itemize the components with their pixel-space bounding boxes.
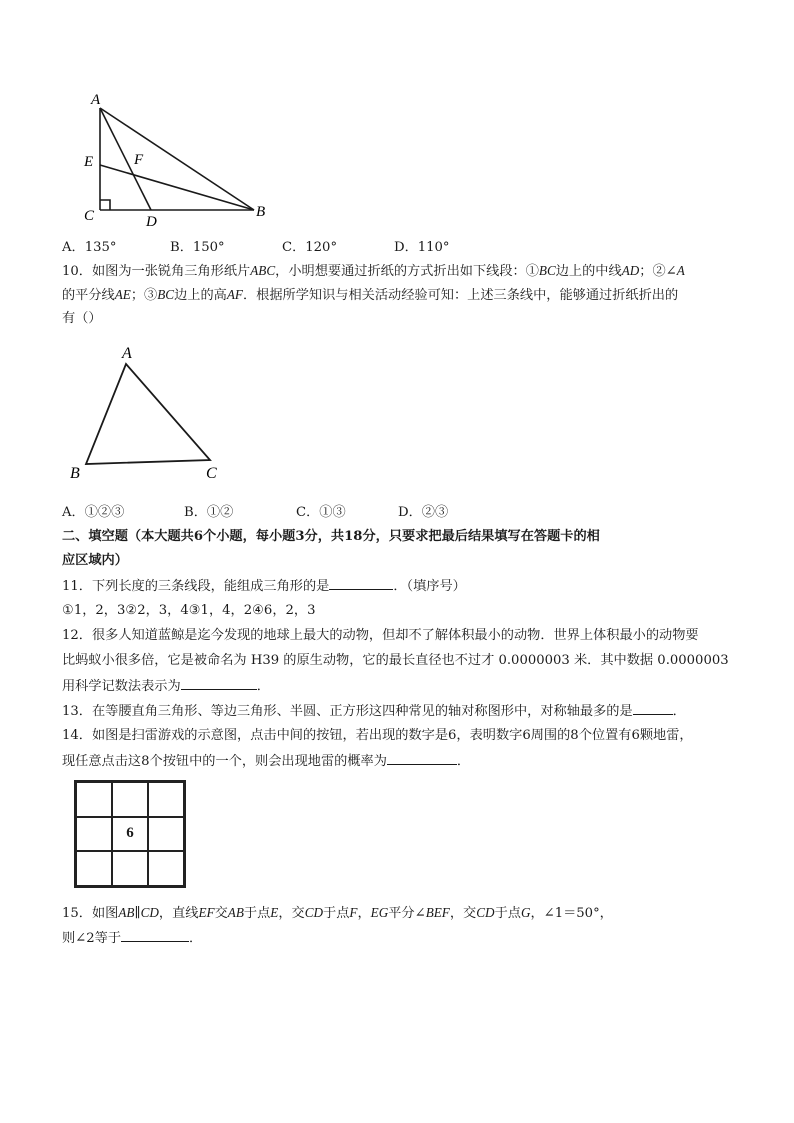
grid-cell [112, 851, 148, 886]
label-E: E [84, 154, 94, 170]
section-2-heading-line-1: 二、填空题（本大题共6个小题，每小题3分，共18分，只要求把最后结果填写在答题卡的相 [62, 529, 600, 544]
q10-line-1: 10．如图为一张锐角三角形纸片ABC，小明想要通过折纸的方式折出如下线段：①BC边上的中线AD；②∠A [62, 263, 685, 279]
q12-line-2: 比蚂蚁小很多倍，它是被命名为 H39 的原生动物，它的最长直径也不过才 0.0000003 米．其中数据 0.0000003 [62, 653, 729, 668]
q12-answer-blank [181, 677, 257, 690]
q9-option-d: D．110° [394, 240, 450, 255]
q13-line-1: 13．在等腰直角三角形、等边三角形、半圆、正方形这四种常见的轴对称图形中，对称轴最多的是 ． [62, 704, 686, 719]
grid-cell [112, 782, 148, 817]
label-C: C [84, 208, 95, 224]
q10-line-3: 有（） [62, 311, 102, 326]
q14-answer-blank [387, 752, 457, 765]
label-B: B [70, 465, 80, 482]
q10-figure [64, 342, 234, 482]
label-F: F [134, 152, 144, 168]
q10-line-2: 的平分线AE；③BC边上的高AF．根据所学知识与相关活动经验可知：上述三条线中，能够通过折纸折出的 [62, 287, 679, 303]
q15-answer-blank [121, 929, 189, 942]
grid-cell [76, 817, 112, 852]
grid-cell-center: 6 [112, 817, 148, 852]
right-angle-mark [100, 200, 110, 210]
minesweeper-grid [74, 780, 186, 888]
triangle-abc [86, 364, 210, 464]
segment-eb [100, 165, 254, 210]
grid-cell [76, 782, 112, 817]
q10-option-b: B．①② [184, 505, 234, 520]
segment-ad [100, 108, 151, 210]
q14-line-2: 现任意点击这8个按钮中的一个，则会出现地雷的概率为 ． [62, 754, 471, 769]
segment-ab [100, 108, 254, 210]
q15-line-1: 15．如图AB∥CD，直线EF交AB于点E，交CD于点F，EG平分∠BEF，交CD于点G，∠1＝50°， [62, 905, 613, 921]
q9-option-b: B．150° [170, 240, 225, 255]
grid-cell [148, 851, 184, 886]
q12-line-3: 用科学记数法表示为 ． [62, 679, 270, 694]
q10-option-c: C．①③ [296, 505, 346, 520]
grid-cell [148, 817, 184, 852]
label-D: D [146, 214, 157, 228]
label-A: A [122, 345, 132, 362]
label-B: B [256, 204, 266, 220]
q15-line-2: 则∠2等于 ． [62, 931, 203, 946]
q11-line-2: ①1，2，3②2，3，4③1，4，2④6，2，3 [62, 603, 316, 618]
q14-line-1: 14．如图是扫雷游戏的示意图，点击中间的按钮，若出现的数字是6，表明数字6周围的8个位置有6颗地雷， [62, 728, 693, 743]
label-A: A [91, 92, 101, 108]
section-2-heading-line-2: 应区域内） [62, 553, 128, 568]
grid-cell [76, 851, 112, 886]
grid-cell [148, 782, 184, 817]
q13-answer-blank [633, 702, 673, 715]
q11-line-1: 11．下列长度的三条线段，能组成三角形的是 ．（填序号） [62, 579, 466, 594]
q9-figure [78, 88, 278, 228]
q9-option-a: A．135° [62, 240, 117, 255]
label-C: C [206, 465, 217, 482]
q10-option-d: D．②③ [398, 505, 449, 520]
q11-answer-blank [329, 577, 393, 590]
q9-option-c: C．120° [282, 240, 338, 255]
q10-option-a: A．①②③ [62, 505, 125, 520]
q12-line-1: 12．很多人知道蓝鲸是迄今发现的地球上最大的动物，但却不了解体积最小的动物．世界上体积最小的动物要 [62, 628, 699, 643]
